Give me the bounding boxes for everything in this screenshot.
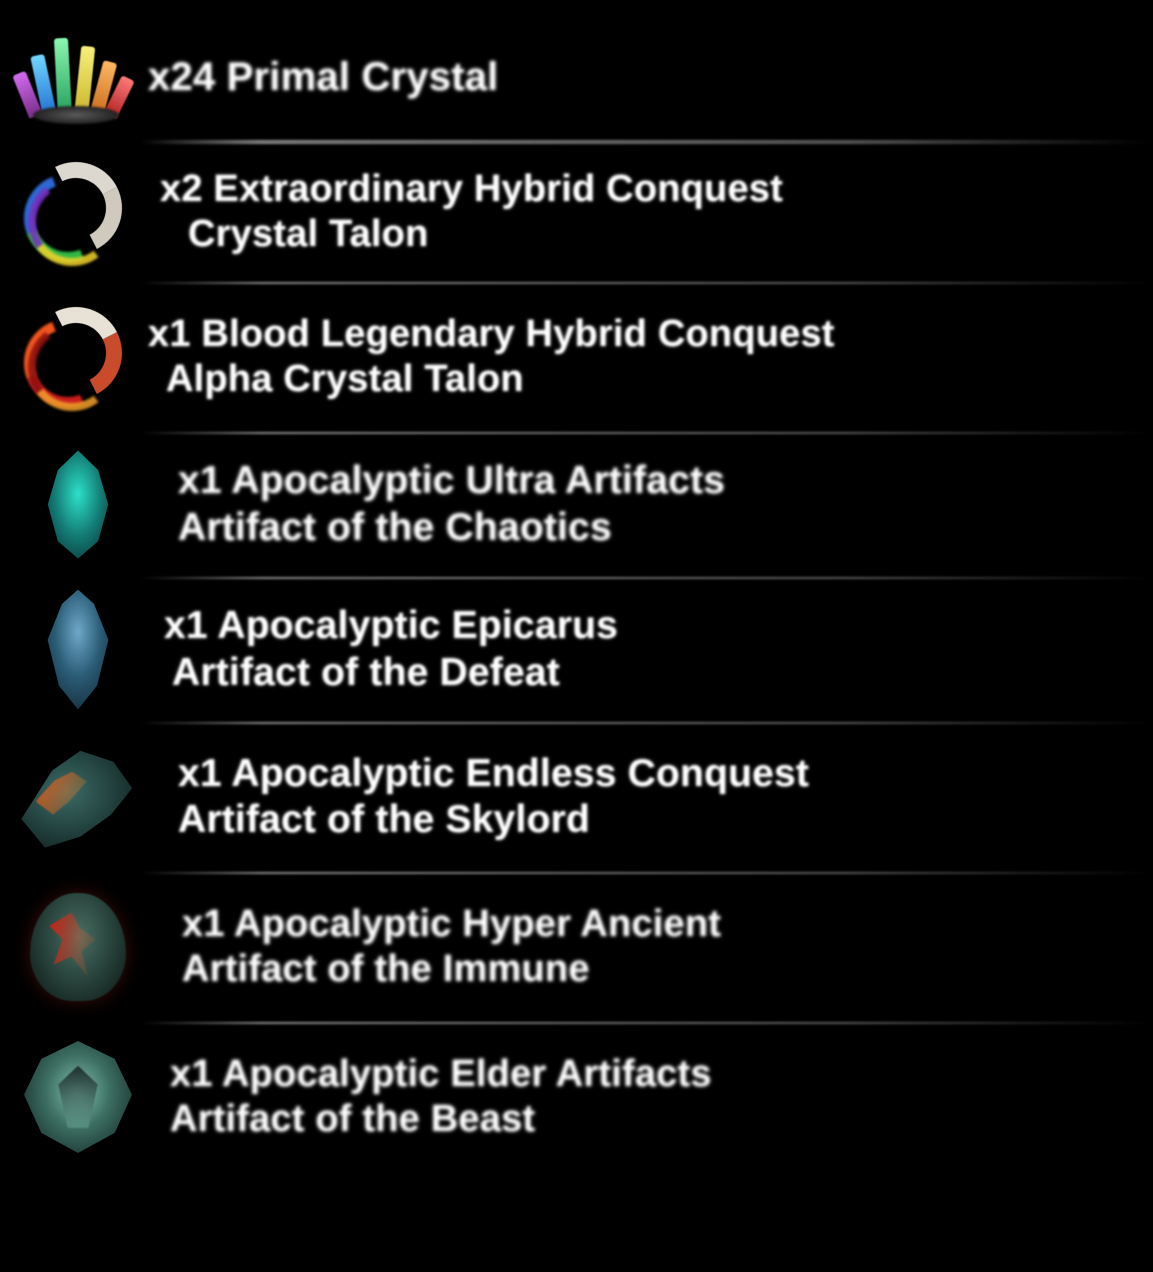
reward-row[interactable]	[0, 14, 1153, 142]
reward-icon-cell	[8, 872, 148, 1022]
reward-icon-cell	[8, 282, 148, 432]
reward-subtitle-line: Artifact of the Immune	[182, 948, 590, 990]
reward-subtitle-line: Alpha Crystal Talon	[166, 358, 524, 400]
row-separator	[140, 432, 1153, 434]
row-separator	[140, 1022, 1153, 1024]
reward-row[interactable]	[0, 1022, 1153, 1172]
rainbow-crystal-cluster-icon	[23, 32, 133, 124]
reward-row[interactable]	[0, 872, 1153, 1022]
reward-subtitle-line: Artifact of the Beast	[170, 1098, 536, 1140]
reward-icon-cell	[8, 14, 148, 142]
reward-row[interactable]	[0, 577, 1153, 722]
reward-text-cell	[148, 1052, 1153, 1142]
reward-title-line: x1 Apocalyptic Endless Conquest	[178, 751, 810, 795]
row-separator	[140, 722, 1153, 724]
reward-text-cell	[148, 312, 1153, 402]
reward-text-cell	[148, 167, 1153, 257]
reward-subtitle-line: Artifact of the Defeat	[172, 650, 560, 694]
rainbow-talon-icon	[22, 152, 134, 272]
reward-subtitle-line: Artifact of the Chaotics	[178, 505, 612, 549]
artifact-egg-icon	[30, 893, 126, 1001]
artifact-blue-shell-icon	[38, 590, 118, 710]
reward-text-cell	[148, 603, 1153, 695]
reward-row[interactable]	[0, 432, 1153, 577]
reward-title-line: x1 Apocalyptic Hyper Ancient	[182, 903, 722, 946]
reward-icon-cell	[8, 1022, 148, 1172]
row-separator	[140, 282, 1153, 284]
reward-text-cell	[148, 751, 1153, 843]
reward-icon-cell	[8, 142, 148, 282]
reward-icon-cell	[8, 432, 148, 577]
reward-icon-cell	[8, 577, 148, 722]
row-separator	[140, 142, 1153, 144]
reward-title-line: x1 Blood Legendary Hybrid Conquest	[148, 313, 835, 356]
reward-subtitle-line: Crystal Talon	[188, 213, 429, 255]
reward-row[interactable]	[0, 722, 1153, 872]
reward-title-line: x2 Extraordinary Hybrid Conquest	[160, 168, 783, 211]
reward-title-line: x1 Apocalyptic Elder Artifacts	[170, 1053, 712, 1096]
artifact-gem-icon	[24, 1041, 132, 1153]
reward-subtitle-line: Artifact of the Skylord	[178, 798, 590, 841]
reward-title-line: x1 Apocalyptic Ultra Artifacts	[178, 459, 726, 503]
reward-title-line: x1 Apocalyptic Epicarus	[164, 604, 618, 648]
reward-text-cell	[148, 54, 1153, 101]
reward-title-line: x24 Primal Crystal	[148, 55, 499, 100]
artifact-wing-icon	[19, 742, 137, 852]
row-separator	[140, 872, 1153, 874]
row-separator	[140, 577, 1153, 579]
reward-icon-cell	[8, 722, 148, 872]
reward-text-cell	[148, 458, 1153, 550]
reward-row[interactable]	[0, 282, 1153, 432]
reward-row[interactable]	[0, 142, 1153, 282]
artifact-teal-crystal-icon	[42, 451, 114, 559]
reward-text-cell	[148, 902, 1153, 992]
blood-rainbow-talon-icon	[22, 297, 134, 417]
